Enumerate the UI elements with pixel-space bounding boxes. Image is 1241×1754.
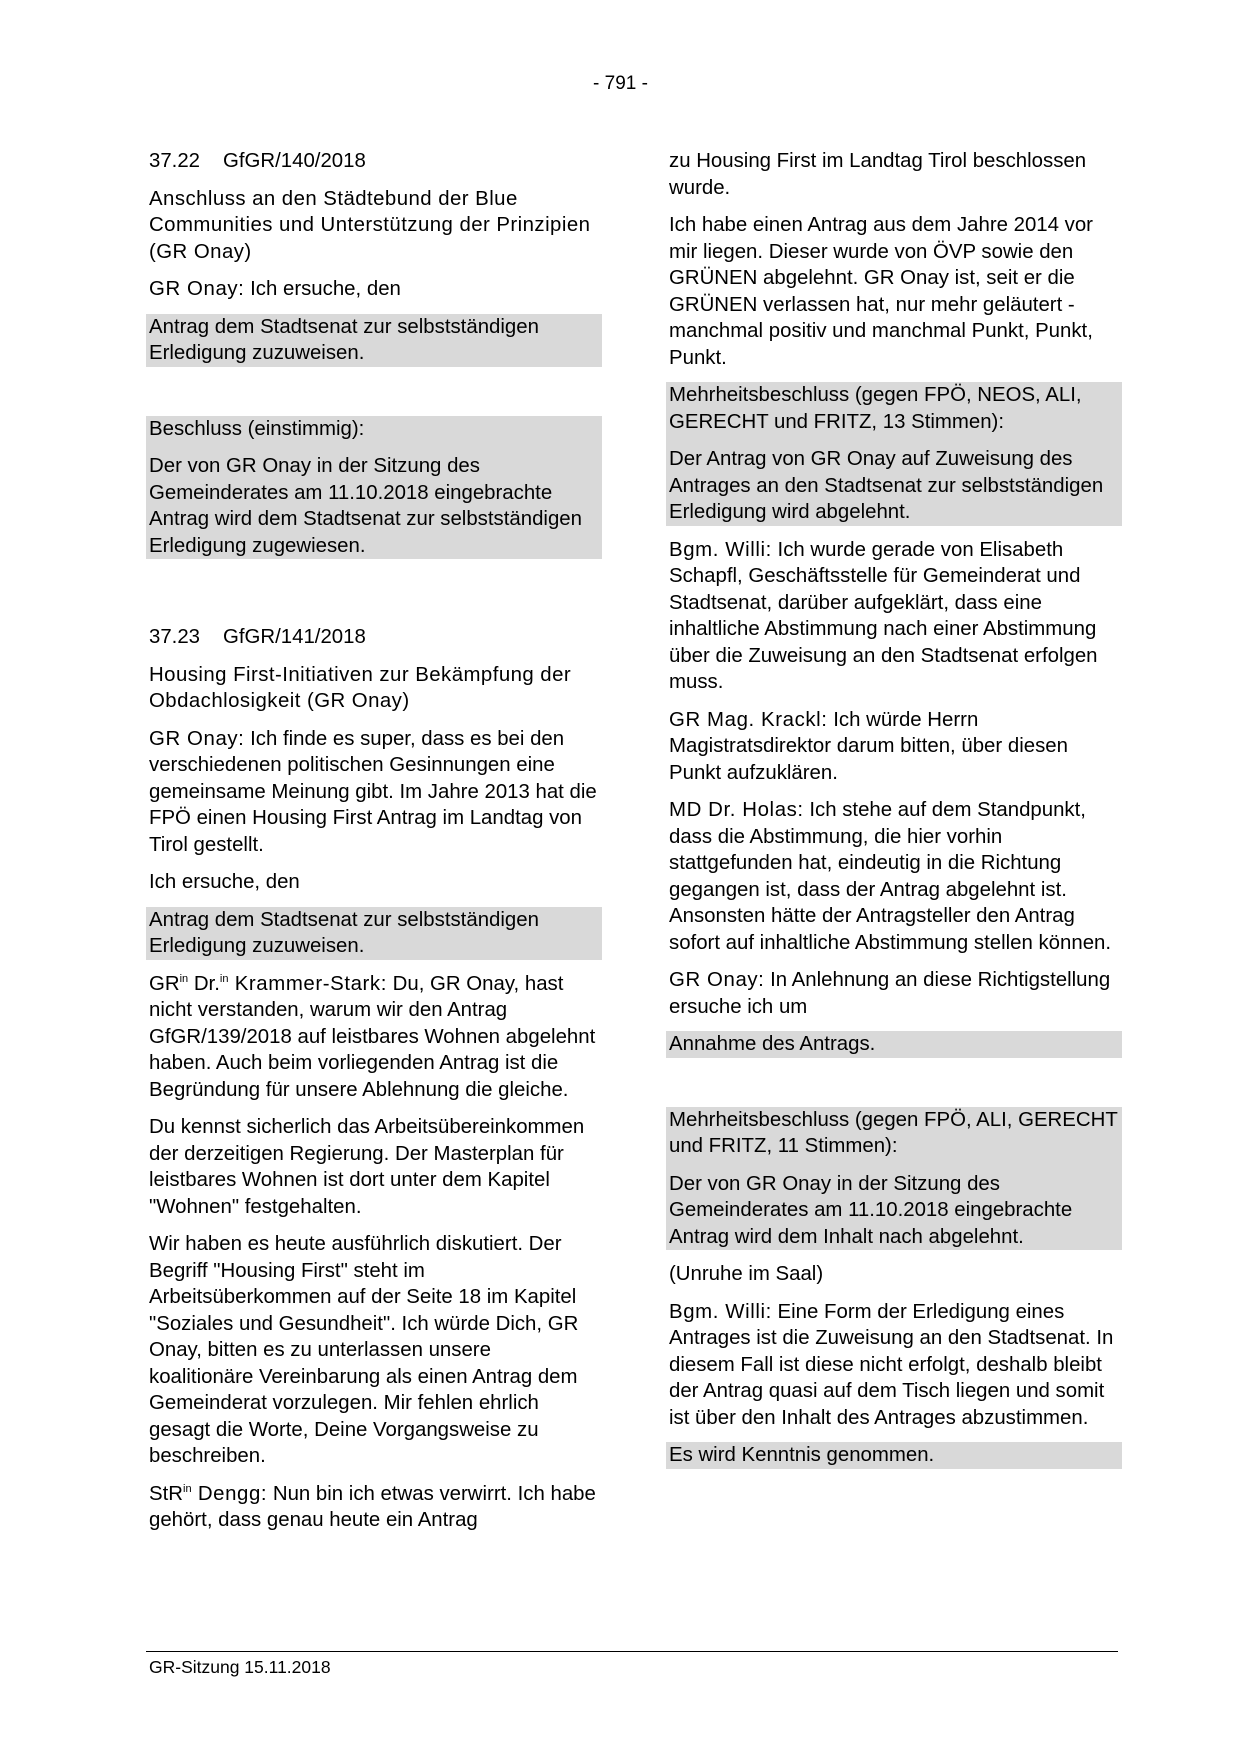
speech-text: Ich würde Herrn Magistratsdirektor darum bitten, über diesen Punkt aufzuklären. — [669, 708, 1068, 784]
resolution-box — [666, 1107, 1122, 1251]
agenda-item-number: 37.22 — [149, 150, 201, 172]
resolution-heading: Beschluss (einstimmig): — [149, 417, 365, 440]
agenda-item-code: GfGR/141/2018 — [223, 626, 366, 648]
speech-paragraph — [666, 537, 1122, 696]
footer-divider — [146, 1651, 1118, 1652]
motion-text: Antrag dem Stadtsenat zur selbstständigen Erledigung zuzuweisen. — [149, 315, 539, 364]
motion-box — [666, 1031, 1122, 1058]
speech-paragraph — [146, 726, 602, 859]
agenda-item-title: Anschluss an den Städtebund der Blue Communities und Unterstützung der Prinzipien (GR Onay) — [149, 187, 591, 263]
resolution-box — [666, 382, 1122, 526]
resolution-box — [146, 416, 602, 560]
resolution-heading: Mehrheitsbeschluss (gegen FPÖ, NEOS, ALI, GERECHT und FRITZ, 13 Stimmen): — [669, 384, 1082, 433]
resolution-text: Der Antrag von GR Onay auf Zuweisung des Antrages an den Stadtsenat zur selbstständigen Erledigung wird abgelehnt. — [669, 448, 1104, 523]
speaker-name: Bgm. Willi: — [669, 1300, 772, 1323]
speaker-name: StR$^{in}$ Dengg: — [149, 1482, 268, 1505]
speaker-name: Bgm. Willi: — [669, 538, 772, 561]
resolution-text: Der von GR Onay in der Sitzung des Gemeinderates am 11.10.2018 eingebrachte Antrag wird dem Inhalt nach abgelehnt. — [669, 1172, 1073, 1248]
motion-text: Annahme des Antrags. — [669, 1033, 876, 1055]
resolution-heading: Mehrheitsbeschluss (gegen FPÖ, ALI, GERECHT und FRITZ, 11 Stimmen): — [669, 1108, 1118, 1157]
left-column — [146, 148, 602, 1545]
agenda-item-heading — [146, 624, 602, 651]
speech-paragraph — [666, 1299, 1122, 1432]
speaker-name: GR Onay: — [149, 278, 245, 300]
speech-text: Eine Form der Erledigung eines Antrages ist die Zuweisung an den Stadtsenat. In diesem Fall ist diese nicht erfolgt, deshalb bleibt der Antrag quasi auf dem Tisch liegen und somit ist über den Inhalt des Antrages abzustimmen. — [669, 1300, 1114, 1429]
speaker-name: GR Onay: — [149, 727, 245, 750]
speech-paragraph: Du kennst sicherlich das Arbeitsübereinkommen der derzeitigen Regierung. Der Masterplan für leistbares Wohnen ist dort unter dem Kapitel "Wohnen" festgehalten. — [149, 1116, 585, 1218]
resolution-box — [666, 1442, 1122, 1469]
agenda-item-number: 37.23 — [149, 626, 201, 648]
speech-text: Du, GR Onay, hast nicht verstanden, warum wir den Antrag GfGR/139/2018 auf leistbares Wohnen abgelehnt haben. Auch beim vorliegenden Antrag ist die Begründung für unsere Ablehnung die gleiche. — [149, 972, 596, 1101]
speaker-name: $GR^{in}$ Dr.$^{in}$ Krammer-Stark: — [149, 972, 387, 995]
speech-paragraph: Ich habe einen Antrag aus dem Jahre 2014 vor mir liegen. Dieser wurde von ÖVP sowie den GRÜNEN abgelehnt. GR Onay ist, seit er die GRÜNEN verlassen hat, nur mehr geläutert - manchmal positiv und manchmal Punkt, Punkt, Punkt. — [669, 214, 1093, 369]
speech-text: Ich finde es super, dass es bei den verschiedenen politischen Gesinnungen eine gemeinsame Meinung gibt. Im Jahre 2013 hat die FPÖ einen Housing First Antrag im Landtag von Tirol gestellt. — [149, 727, 597, 856]
motion-box — [146, 314, 602, 367]
agenda-item-title: Housing First-Initiativen zur Bekämpfung der Obdachlosigkeit (GR Onay) — [149, 663, 572, 712]
speaker-name: GR Mag. Krackl: — [669, 708, 828, 731]
motion-box — [146, 907, 602, 960]
speech-paragraph — [666, 967, 1122, 1020]
speech-paragraph: Wir haben es heute ausführlich diskutiert. Der Begriff "Housing First" steht im Arbeitsüberkommen auf der Seite 18 im Kapitel "Soziales und Gesundheit". Ich würde Dich, GR Onay, bitten es zu unterlassen unsere koalitionäre Vereinbarung als einen Antrag dem Gemeinderat vorzulegen. Mir fehlen ehrlich gesagt die Worte, Deine Vorgangsweise zu beschreiben. — [149, 1233, 579, 1467]
page-number: - 791 - — [593, 73, 648, 94]
speech-paragraph — [146, 971, 602, 1104]
speech-paragraph: zu Housing First im Landtag Tirol beschlossen wurde. — [669, 150, 1087, 199]
speech-paragraph — [666, 707, 1122, 787]
speaker-name: MD Dr. Holas: — [669, 799, 804, 821]
resolution-text: Es wird Kenntnis genommen. — [669, 1444, 935, 1466]
right-column — [666, 148, 1122, 1480]
agenda-item-heading — [146, 148, 602, 175]
speech-text: Nun bin ich etwas verwirrt. Ich habe gehört, dass genau heute ein Antrag — [149, 1482, 596, 1531]
speech-paragraph: Ich ersuche, den — [149, 871, 300, 893]
speech-text: In Anlehnung an diese Richtigstellung ersuche ich um — [669, 969, 1111, 1018]
speech-text: Ich ersuche, den — [244, 278, 401, 300]
resolution-text: Der von GR Onay in der Sitzung des Gemeinderates am 11.10.2018 eingebrachte Antrag wird dem Stadtsenat zur selbstständigen Erledigung zugewiesen. — [149, 455, 582, 557]
speaker-name: GR Onay: — [669, 969, 765, 991]
speech-paragraph: (Unruhe im Saal) — [669, 1263, 824, 1285]
speech-paragraph — [146, 1481, 602, 1534]
speech-text: Ich wurde gerade von Elisabeth Schapfl, Geschäftsstelle für Gemeinderat und Stadtsenat, darüber aufgeklärt, dass eine inhaltliche Abstimmung nach einer Abstimmung über die Zuweisung an den Stadtsenat erfolgen muss. — [669, 538, 1098, 693]
speech-paragraph — [146, 276, 602, 303]
speech-text: Ich stehe auf dem Standpunkt, dass die Abstimmung, die hier vorhin stattgefunden hat, eindeutig in die Richtung gegangen ist, dass der Antrag abgelehnt ist. Ansonsten hätte der Antragsteller den Antrag sofort auf inhaltliche Abstimmung stellen können. — [669, 799, 1112, 954]
footer-session-date: GR-Sitzung 15.11.2018 — [149, 1657, 331, 1677]
motion-text: Antrag dem Stadtsenat zur selbstständigen Erledigung zuzuweisen. — [149, 908, 539, 957]
speech-paragraph — [666, 797, 1122, 956]
agenda-item-code: GfGR/140/2018 — [223, 150, 366, 172]
